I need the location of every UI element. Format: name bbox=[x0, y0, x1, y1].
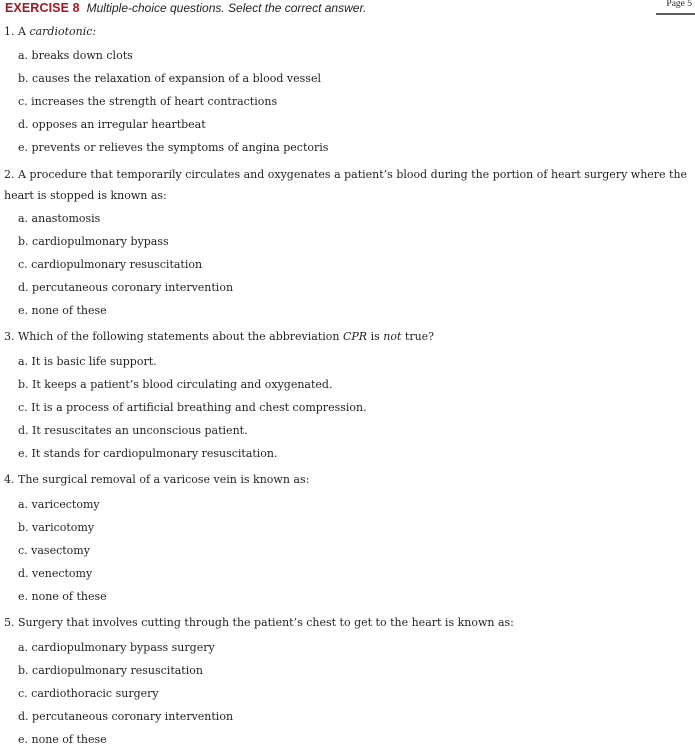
question-text: true? bbox=[404, 330, 435, 343]
question-3-option-b[interactable]: b. It keeps a patient’s blood circulating and oxygenated. bbox=[18, 378, 333, 391]
question-2-option-d[interactable]: d. percutaneous coronary intervention bbox=[18, 281, 234, 294]
question-5-option-d[interactable]: d. percutaneous coronary intervention bbox=[18, 710, 234, 723]
question-1-option-e[interactable]: e. prevents or relieves the symptoms of angina pectoris bbox=[18, 141, 329, 154]
question-1-option-c[interactable]: c. increases the strength of heart contractions bbox=[18, 95, 278, 108]
question-4-option-e[interactable]: e. none of these bbox=[18, 590, 107, 603]
question-3-option-d[interactable]: d. It resuscitates an unconscious patient. bbox=[18, 424, 248, 437]
question-5-option-e[interactable]: e. none of these bbox=[18, 733, 107, 746]
question-3-option-e[interactable]: e. It stands for cardiopulmonary resuscitation. bbox=[18, 447, 278, 460]
question-number: 5. bbox=[4, 616, 15, 629]
question-2-option-b[interactable]: b. cardiopulmonary bypass bbox=[18, 235, 169, 248]
question-text: Which of the following statements about the abbreviation bbox=[18, 330, 340, 343]
question-text: A procedure that temporarily circulates and oxygenates a patient’s blood during the portion of heart surgery where the heart is stopped is known as: bbox=[4, 168, 688, 202]
question-text: is bbox=[370, 330, 380, 343]
question-1-option-b[interactable]: b. causes the relaxation of expansion of a blood vessel bbox=[18, 72, 321, 85]
question-emphasis: not bbox=[383, 330, 402, 343]
question-4-option-c[interactable]: c. vasectomy bbox=[18, 544, 90, 557]
question-1-option-a[interactable]: a. breaks down clots bbox=[18, 49, 133, 62]
question-term: cardiotonic: bbox=[29, 25, 97, 38]
exercise-instructions: Multiple-choice questions. Select the correct answer. bbox=[86, 1, 367, 15]
question-1-option-d[interactable]: d. opposes an irregular heartbeat bbox=[18, 118, 206, 131]
question-text: The surgical removal of a varicose vein is known as: bbox=[18, 473, 310, 486]
page-number: Page 5 bbox=[666, 0, 692, 9]
question-number: 4. bbox=[4, 473, 15, 486]
question-5-option-b[interactable]: b. cardiopulmonary resuscitation bbox=[18, 664, 203, 677]
question-1-stem bbox=[4, 22, 694, 42]
question-4-option-b[interactable]: b. varicotomy bbox=[18, 521, 95, 534]
question-5-stem bbox=[4, 613, 694, 633]
question-2-option-e[interactable]: e. none of these bbox=[18, 304, 107, 317]
question-number: 1. bbox=[4, 25, 15, 38]
question-3-option-c[interactable]: c. It is a process of artificial breathing and chest compression. bbox=[18, 401, 367, 414]
question-3-option-a[interactable]: a. It is basic life support. bbox=[18, 355, 157, 368]
question-text: A bbox=[18, 25, 26, 38]
question-5-option-c[interactable]: c. cardiothoracic surgery bbox=[18, 687, 159, 700]
question-3-stem bbox=[4, 327, 694, 347]
question-2-option-c[interactable]: c. cardiopulmonary resuscitation bbox=[18, 258, 203, 271]
question-2-option-a[interactable]: a. anastomosis bbox=[18, 212, 101, 225]
question-5-option-a[interactable]: a. cardiopulmonary bypass surgery bbox=[18, 641, 215, 654]
question-4-option-a[interactable]: a. varicectomy bbox=[18, 498, 100, 511]
question-number: 3. bbox=[4, 330, 15, 343]
question-text: Surgery that involves cutting through the patient’s chest to get to the heart is known as: bbox=[18, 616, 514, 629]
exercise-label: EXERCISE 8 bbox=[5, 1, 80, 15]
page-divider bbox=[656, 13, 695, 15]
question-4-option-d[interactable]: d. venectomy bbox=[18, 567, 93, 580]
question-2-stem bbox=[4, 164, 694, 206]
exercise-header bbox=[5, 0, 366, 16]
question-4-stem bbox=[4, 470, 694, 490]
question-term: CPR bbox=[342, 330, 368, 343]
question-number: 2. bbox=[4, 168, 15, 181]
